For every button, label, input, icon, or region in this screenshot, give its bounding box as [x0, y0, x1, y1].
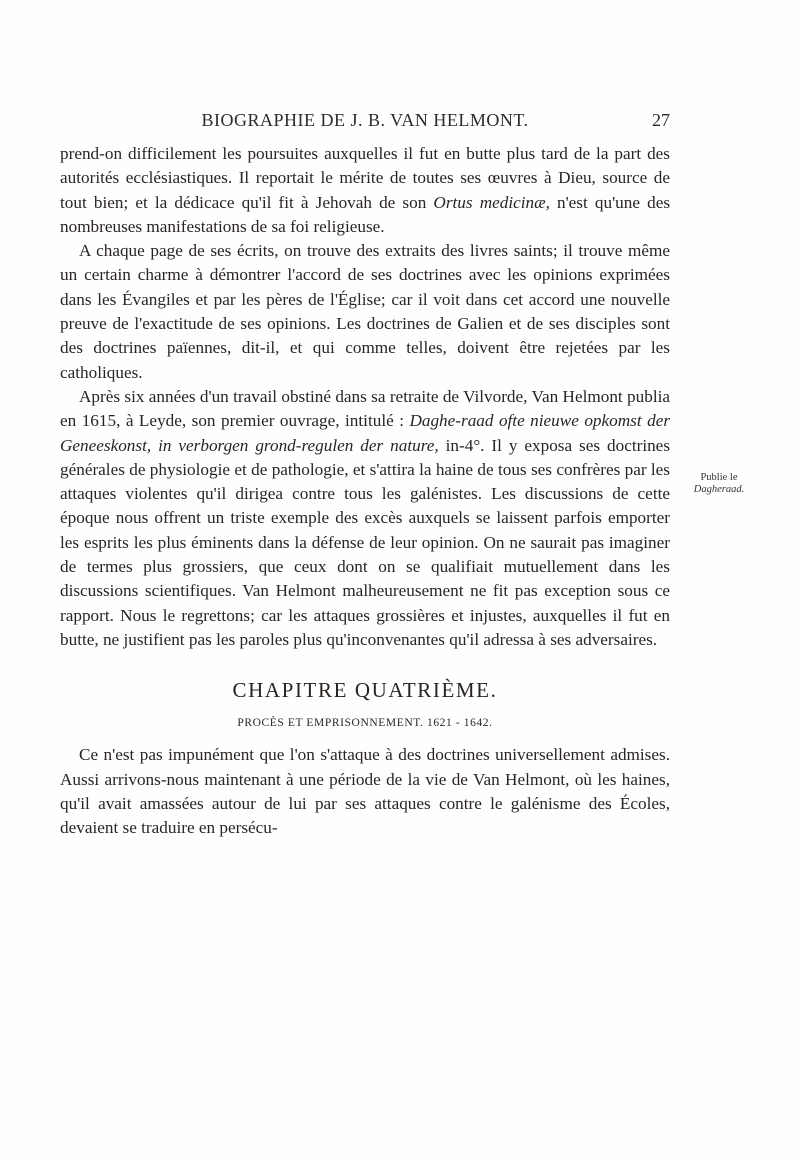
page-number: 27 — [652, 110, 670, 130]
paragraph-3-text-b: in-4°. Il y exposa ses doctrines générales de physiologie et de pathologie, et s'attira la haine de tous ses confrères par les attaques violentes qu'il dirigea contre tous les galénistes. Les discussions de cette époque nous offrent un triste exemple des excès auxquels se laissent parfois emporter les esprits les plus éminents dans la défense de leur opinion. On ne saurait pas imaginer de termes plus grossiers, que ceux dont on se qualifiait mutuellement dans les discussions scientifiques. Van Helmont malheureusement ne fit pas exception sous ce rapport. Nous le regrettons; car les attaques grossières et injustes, auxquelles il fut en butte, ne justifient pas les paroles plus qu'inconvenantes qu'il adressa à ses adversaires. — [60, 435, 671, 649]
margin-note — [686, 472, 752, 496]
running-title: BIOGRAPHIE DE J. B. VAN HELMONT. — [201, 110, 529, 130]
work-title-ortus-medicinae: Ortus medicinæ, — [433, 192, 550, 212]
margin-note-line-2: Dagheraad. — [693, 484, 745, 495]
work-title-dagheraad: Daghe-raad ofte nieuwe opkomst der Geneeskonst, in verborgen grond-regulen der nature, — [60, 411, 671, 455]
paragraph-3-text-a: Après six années d'un travail obstiné dans sa retraite de Vilvorde, Van Helmont publia en 1615, à Leyde, son premier ouvrage, intitulé : — [60, 386, 670, 431]
paragraph-3 — [60, 385, 670, 652]
body-text — [60, 142, 670, 840]
chapter-title: CHAPITRE QUATRIÈME. — [232, 678, 498, 703]
chapter-subtitle: PROCÈS ET EMPRISONNEMENT. 1621 - 1642. — [237, 717, 493, 730]
paragraph-1-text-b: n'est qu'une des nombreuses manifestations de sa foi religieuse. — [60, 192, 671, 236]
paragraph-2: A chaque page de ses écrits, on trouve des extraits des livres saints; il trouve même un certain charme à démontrer l'accord de ses doctrines avec les opinions exprimées dans les Évangiles et par les pères de l'Église; car il voit dans cet accord une nouvelle preuve de l'exactitude de ses opinions. Les doctrines de Galien et de ses disciples sont des doctrines païennes, dit-il, et qui comme telles, doivent être rejetées par les catholiques. — [60, 241, 670, 382]
paragraph-4: Ce n'est pas impunément que l'on s'attaque à des doctrines universellement admises. Aussi arrivons-nous maintenant à une période de la vie de Van Helmont, où les haines, qu'il avait amassées autour de lui par ses attaques contre le galénisme des Écoles, devaient se traduire en persécu- — [60, 745, 670, 838]
margin-note-line-1: Publie le — [700, 472, 738, 483]
running-header — [60, 110, 670, 136]
paragraph-1 — [60, 142, 670, 239]
paragraph-1-text-a: prend-on difficilement les poursuites auxquelles il fut en butte plus tard de la part des autorités ecclésiastiques. Il reportait le mérite de toutes ses œuvres à Dieu, source de tout bien; et la dédicace qu'il fit à Jehovah de son — [60, 144, 670, 212]
